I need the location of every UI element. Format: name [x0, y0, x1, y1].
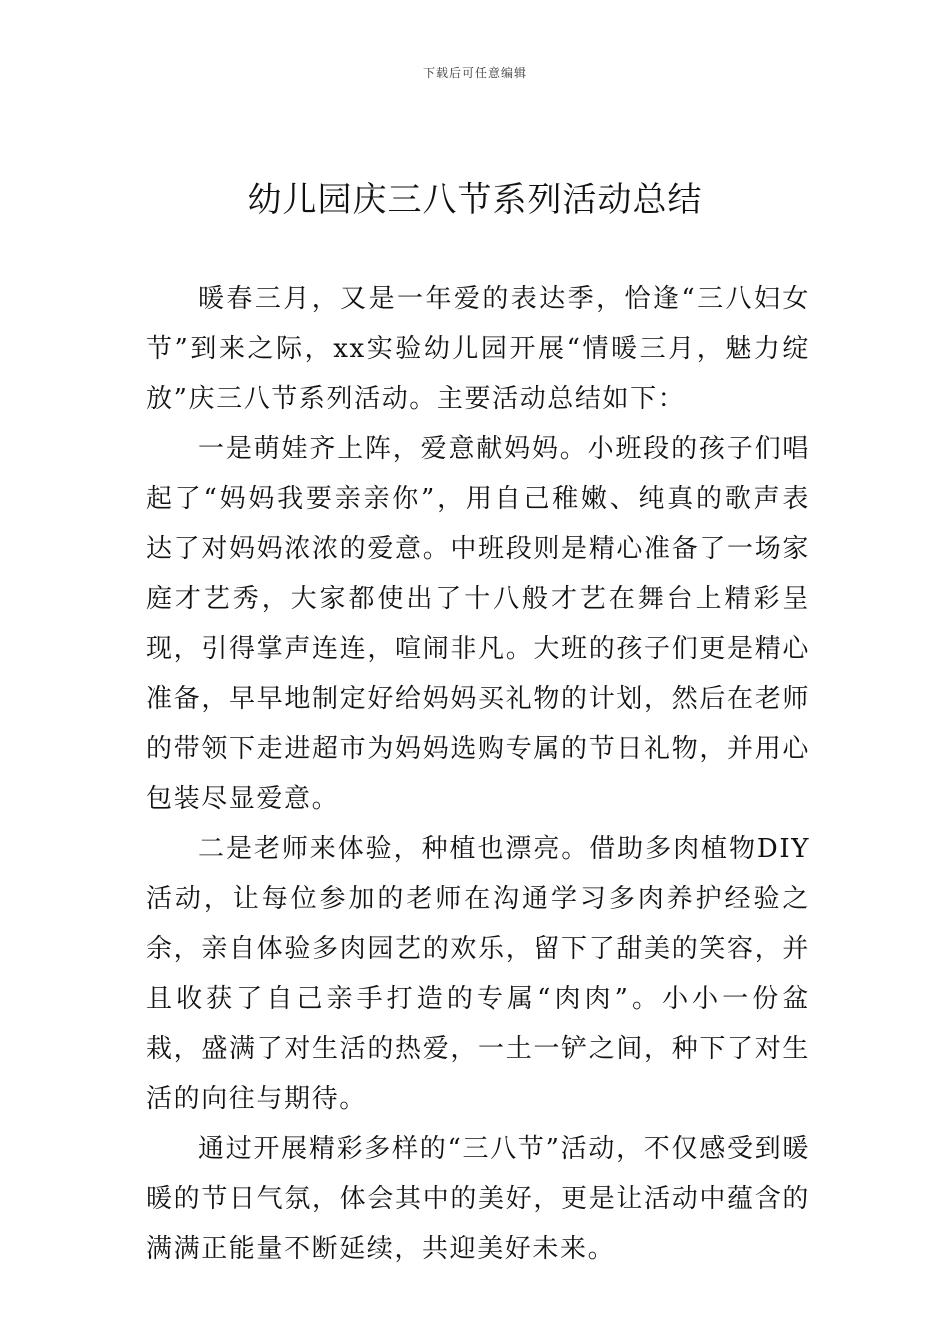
paragraph-activity-two: 二是老师来体验，种植也漂亮。借助多肉植物DIY活动，让每位参加的老师在沟通学习多肉养护经验之余，亲自体验多肉园艺的欢乐，留下了甜美的笑容，并且收获了自己亲手打造的专属“肉肉”。小小一份盆栽，盛满了对生活的热爱，一土一铲之间，种下了对生活的向往与期待。 — [146, 834, 810, 1114]
paragraph-intro: 暖春三月，又是一年爱的表达季，恰逢“三八妇女节”到来之际，xx实验幼儿园开展“情暖三月，魅力绽放”庆三八节系列活动。主要活动总结如下： — [146, 284, 810, 414]
document-body — [146, 274, 810, 1274]
paragraph-activity-one: 一是萌娃齐上阵，爱意献妈妈。小班段的孩子们唱起了“妈妈我要亲亲你”，用自己稚嫩、纯真的歌声表达了对妈妈浓浓的爱意。中班段则是精心准备了一场家庭才艺秀，大家都使出了十八般才艺在舞台上精彩呈现，引得掌声连连，喧闹非凡。大班的孩子们更是精心准备，早早地制定好给妈妈买礼物的计划，然后在老师的带领下走进超市为妈妈选购专属的节日礼物，并用心包装尽显爱意。 — [146, 434, 810, 814]
document-title: 幼儿园庆三八节系列活动总结 — [247, 180, 703, 220]
paragraph-conclusion: 通过开展精彩多样的“三八节”活动，不仅感受到暖暖的节日气氛，体会其中的美好，更是让活动中蕴含的满满正能量不断延续，共迎美好未来。 — [146, 1134, 810, 1264]
header-note: 下载后可任意编辑 — [422, 66, 527, 80]
